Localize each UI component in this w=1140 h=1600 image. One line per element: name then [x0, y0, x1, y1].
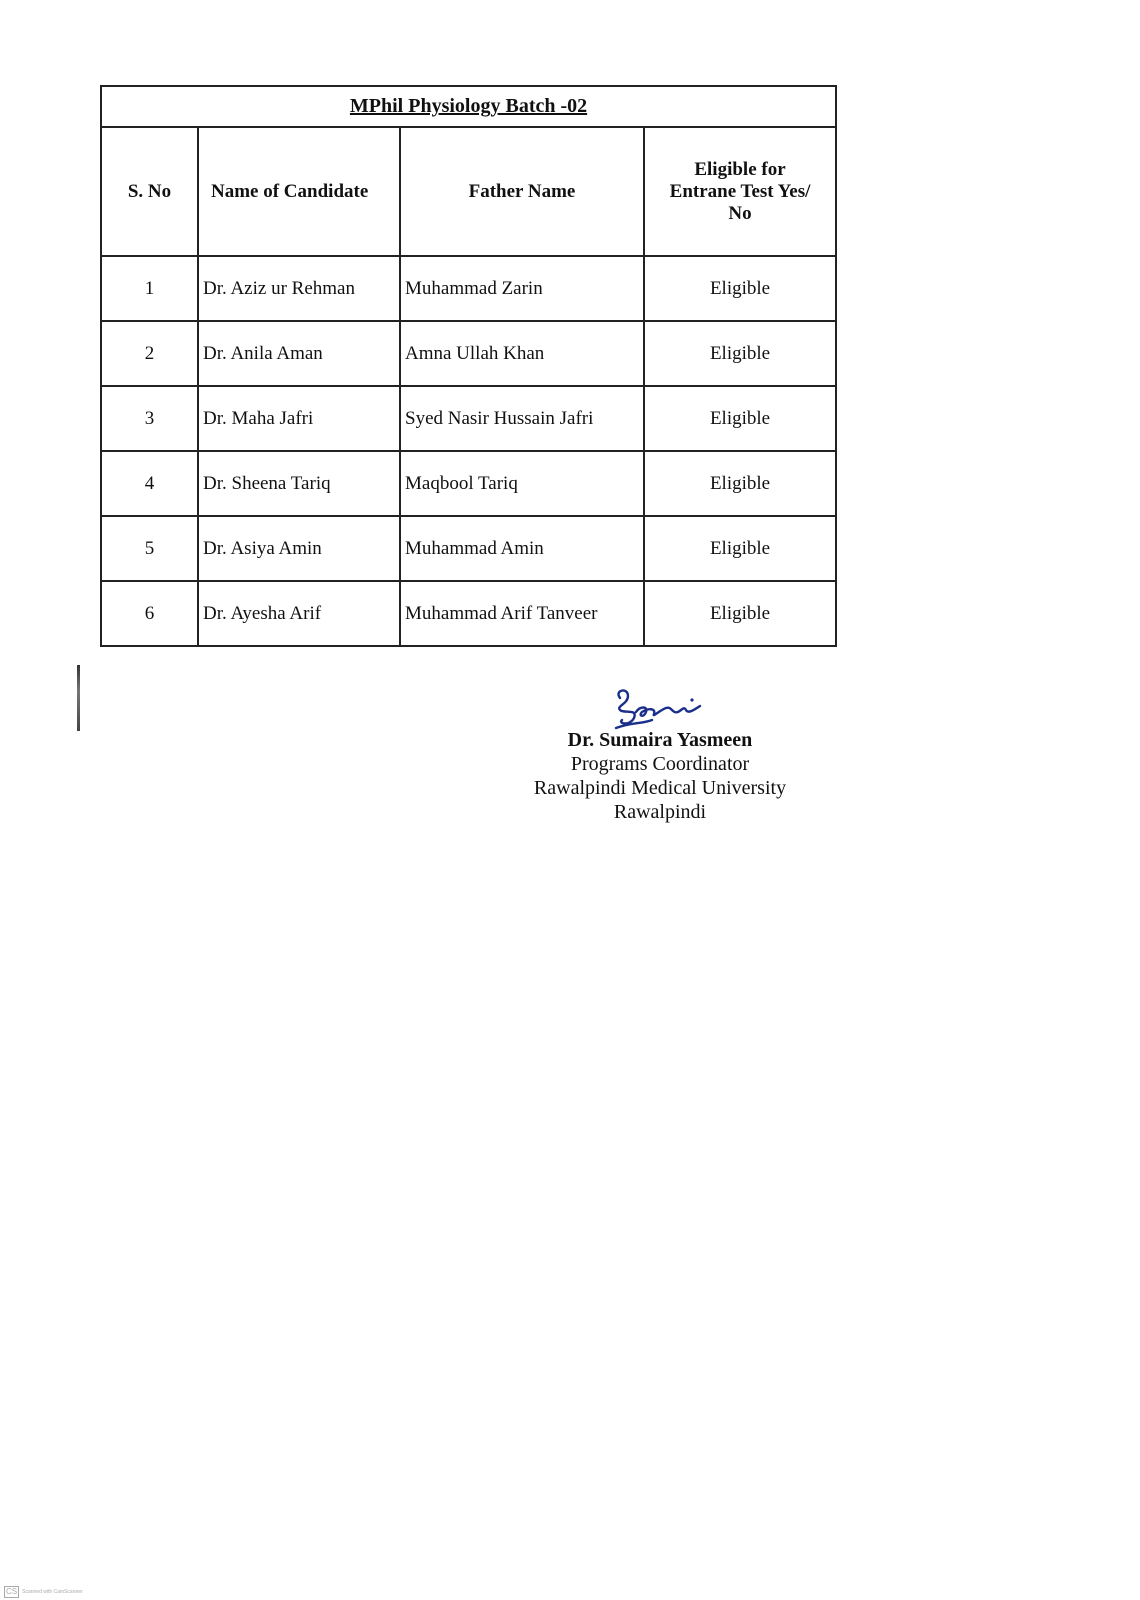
- signatory-title: Programs Coordinator: [570, 753, 750, 775]
- cell-name: Dr. Maha Jafri: [198, 386, 400, 451]
- cell-father: Muhammad Zarin: [400, 256, 644, 321]
- camscanner-icon: CS: [6, 1587, 18, 1596]
- header-name: Name of Candidate: [198, 127, 400, 256]
- cell-name: Dr. Asiya Amin: [198, 516, 400, 581]
- cell-father: Muhammad Amin: [400, 516, 644, 581]
- cell-status: Eligible: [644, 256, 836, 321]
- table-row: [101, 321, 836, 386]
- cell-father: Amna Ullah Khan: [400, 321, 644, 386]
- cell-name: Dr. Aziz ur Rehman: [198, 256, 400, 321]
- cell-sno: 5: [101, 516, 198, 581]
- cell-father: Muhammad Arif Tanveer: [400, 581, 644, 646]
- cell-status: Eligible: [644, 581, 836, 646]
- cell-name: Dr. Sheena Tariq: [198, 451, 400, 516]
- cell-sno: 3: [101, 386, 198, 451]
- cell-sno: 4: [101, 451, 198, 516]
- cell-father: Maqbool Tariq: [400, 451, 644, 516]
- cell-sno: 6: [101, 581, 198, 646]
- cell-sno: 1: [101, 256, 198, 321]
- signatory-block: [520, 728, 800, 824]
- cell-sno: 2: [101, 321, 198, 386]
- scan-edge-mark: [77, 665, 80, 731]
- table-row: [101, 256, 836, 321]
- table-title-row: [101, 86, 836, 127]
- header-sno: S. No: [101, 127, 198, 256]
- table-header-row: [101, 127, 836, 256]
- table-title: MPhil Physiology Batch -02: [101, 86, 836, 127]
- table-row: [101, 516, 836, 581]
- header-father: Father Name: [400, 127, 644, 256]
- signatory-city: Rawalpindi: [613, 801, 707, 823]
- cell-status: Eligible: [644, 386, 836, 451]
- scanner-watermark: [4, 1586, 83, 1598]
- signatory-name: Dr. Sumaira Yasmeen: [567, 729, 753, 751]
- cell-status: Eligible: [644, 451, 836, 516]
- signatory-organization: Rawalpindi Medical University: [533, 777, 787, 799]
- cell-father: Syed Nasir Hussain Jafri: [400, 386, 644, 451]
- cell-name: Dr. Anila Aman: [198, 321, 400, 386]
- cell-status: Eligible: [644, 516, 836, 581]
- table-row: [101, 386, 836, 451]
- cell-name: Dr. Ayesha Arif: [198, 581, 400, 646]
- header-eligible: Eligible for Entrane Test Yes/ No: [644, 127, 836, 256]
- candidates-table: [100, 85, 837, 647]
- cell-status: Eligible: [644, 321, 836, 386]
- table-row: [101, 581, 836, 646]
- table-row: [101, 451, 836, 516]
- scanner-watermark-text: Scanned with CamScanner: [22, 1589, 83, 1595]
